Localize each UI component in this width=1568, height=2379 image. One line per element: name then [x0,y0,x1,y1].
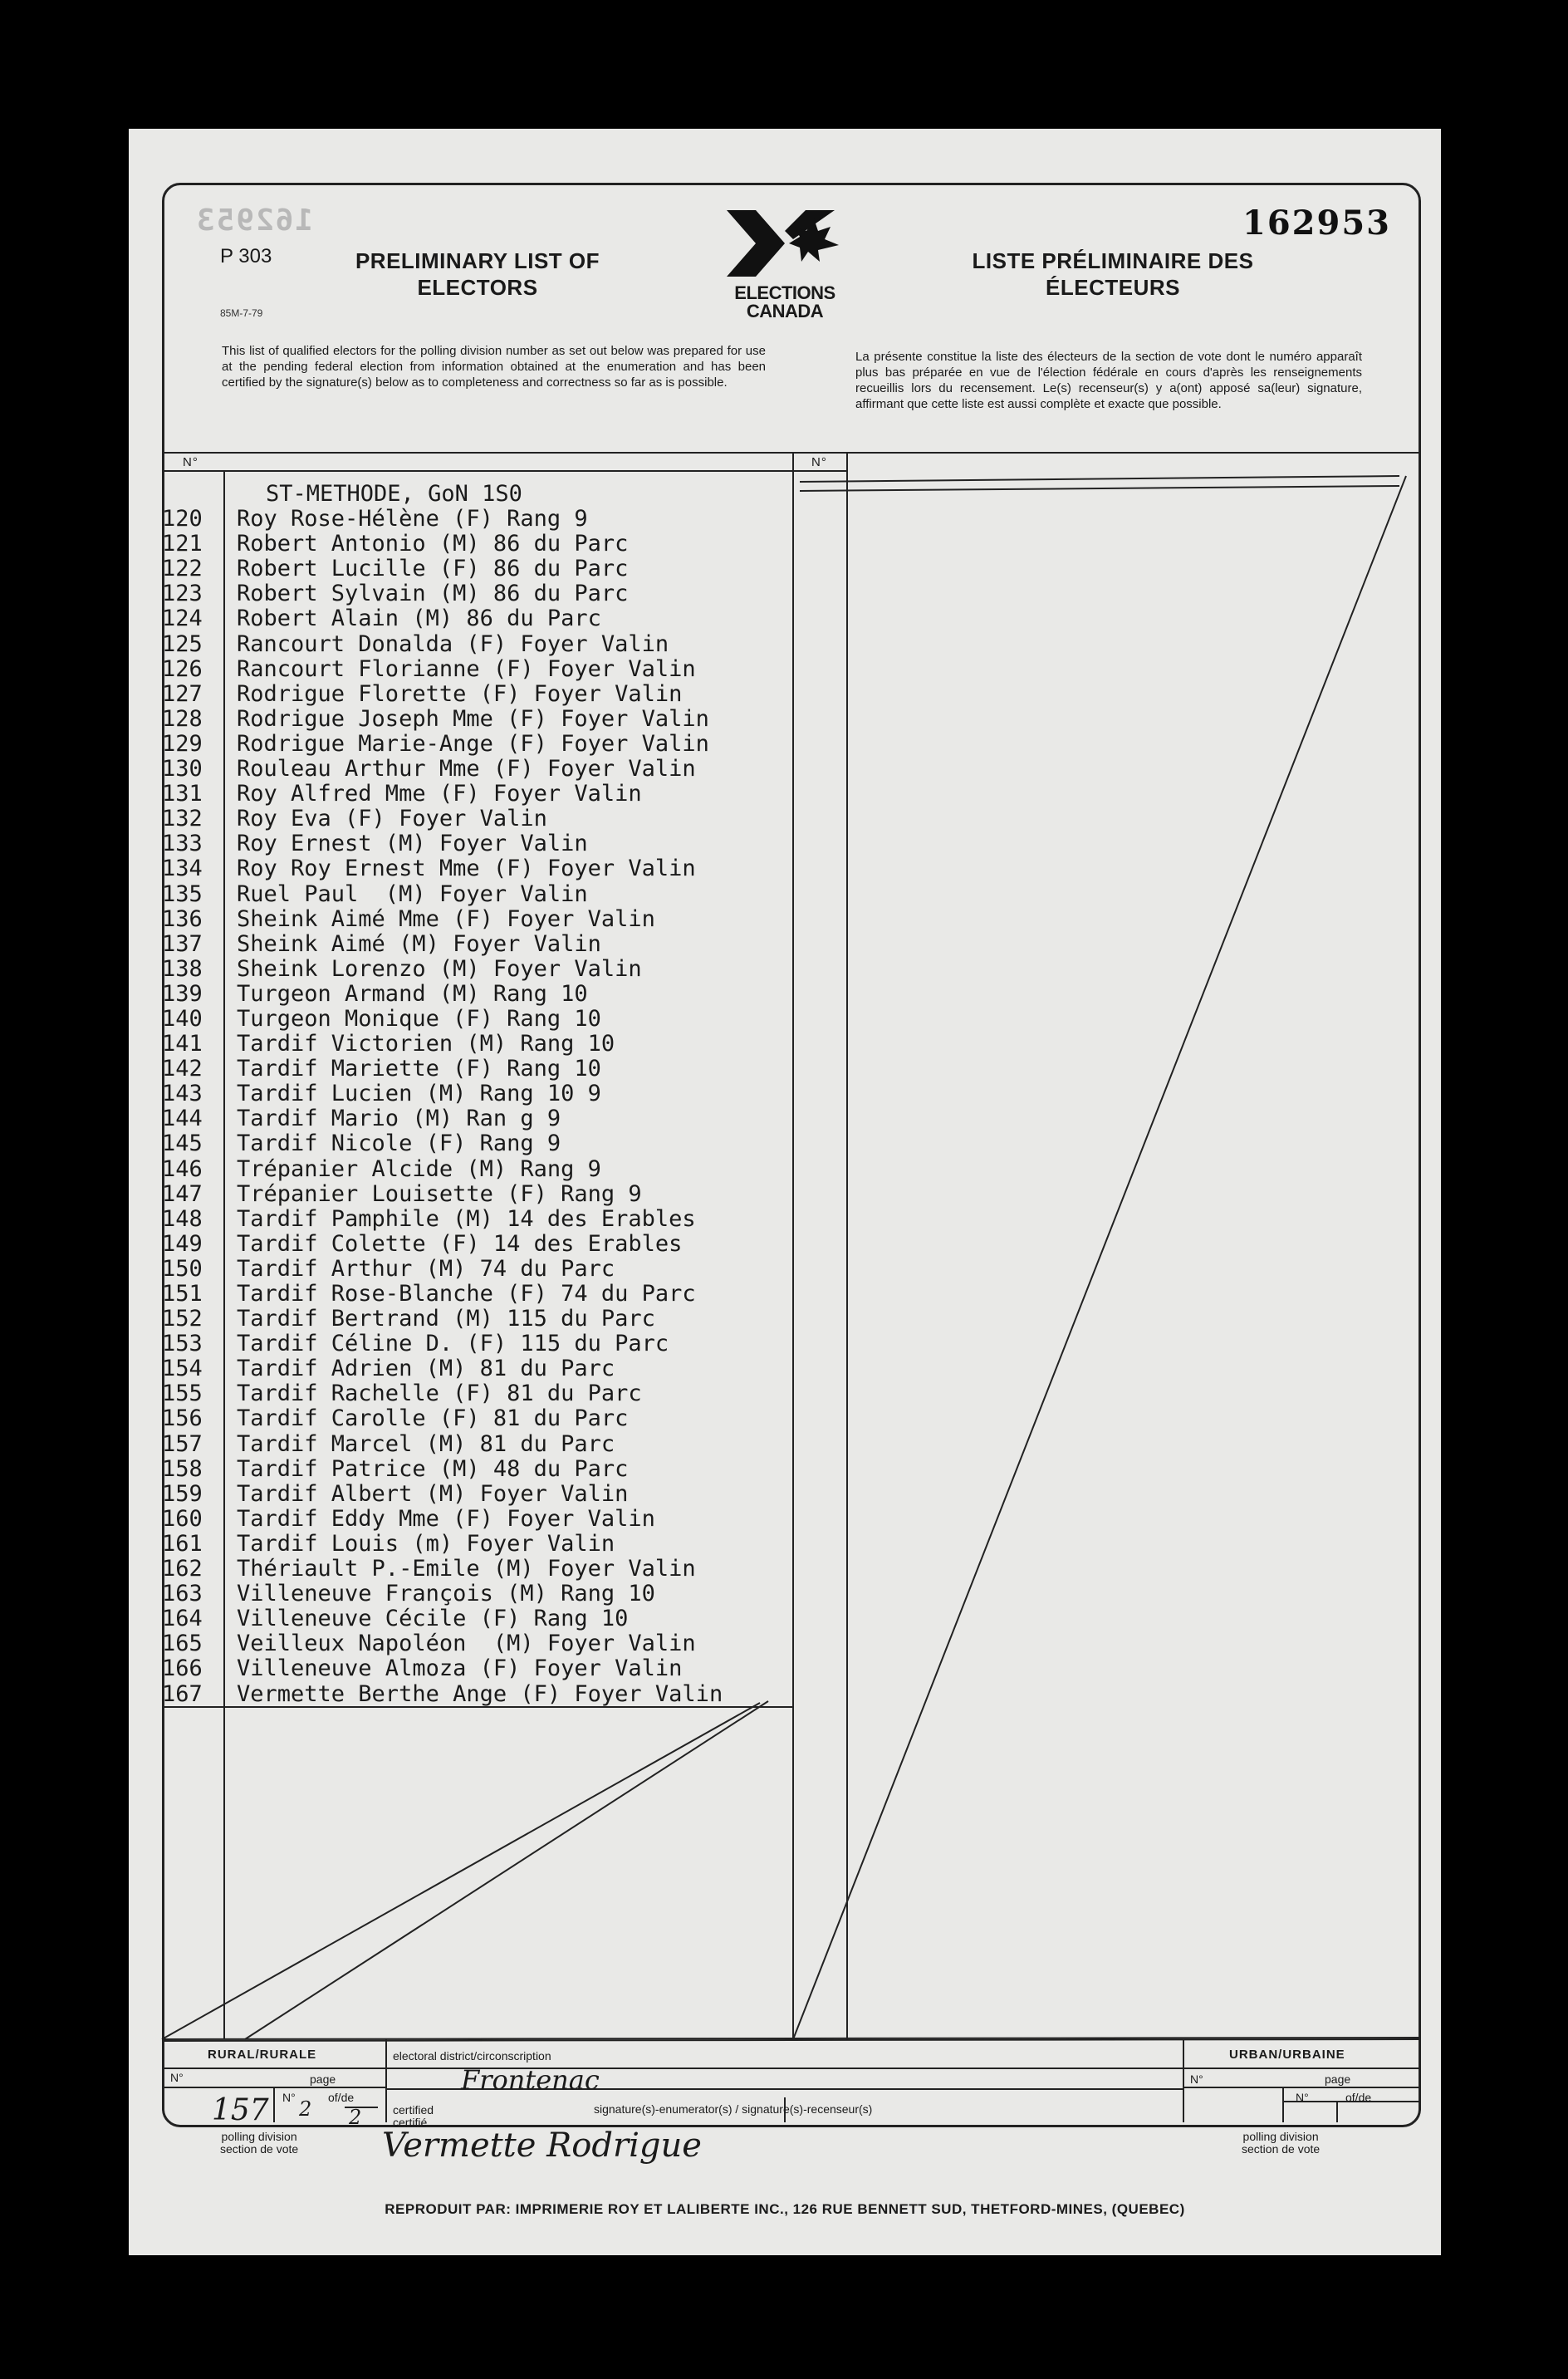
elector-row [162,732,909,757]
elector-entry: Vermette Berthe Ange (F) Foyer Valin [237,1680,723,1707]
rural-polling-division-label: polling division section de vote [220,2130,299,2156]
urban-polling-division-label: polling division section de vote [1242,2130,1321,2156]
elector-number: 139 [162,980,203,1007]
column-header-number-left: N° [183,455,198,469]
signature-label: signature(s)-enumerator(s) / signature(s)-recenseur(s) [594,2102,873,2116]
elector-entry: Tardif Lucien (M) Rang 10 9 [237,1081,601,1107]
elector-row [162,757,909,782]
elector-entry: Robert Sylvain (M) 86 du Parc [237,581,629,607]
rural-page-no-label: N° [282,2091,296,2104]
electoral-district-label: electoral district/circonscription [393,2049,551,2063]
elector-row [162,1557,909,1582]
elector-number: 137 [162,930,203,957]
elector-number: 133 [162,831,203,857]
elector-number: 138 [162,955,203,982]
elector-number: 156 [162,1405,203,1432]
elector-number: 145 [162,1131,203,1157]
elector-entry: Villeneuve Cécile (F) Rang 10 [237,1606,629,1632]
elector-entry: Tardif Colette (F) 14 des Erables [237,1230,683,1257]
serial-number: 162953 [1242,204,1391,243]
elector-number: 126 [162,655,203,682]
elector-number: 131 [162,781,203,807]
elector-entry: Rancourt Florianne (F) Foyer Valin [237,655,696,682]
elector-number: 127 [162,680,203,707]
elector-row [162,1606,909,1631]
elector-entry: Tardif Louis (m) Foyer Valin [237,1530,615,1557]
elector-row [162,1682,909,1707]
elector-number: 154 [162,1356,203,1382]
document-sheet [129,129,1441,2255]
elector-entry: Thériault P.-Emile (M) Foyer Valin [237,1556,696,1582]
elector-entry: Roy Ernest (M) Foyer Valin [237,831,588,857]
elector-number: 151 [162,1281,203,1307]
elector-row [162,1057,909,1082]
elector-entry: Robert Alain (M) 86 du Parc [237,606,601,632]
form-code: 85M-7-79 [220,307,263,319]
elector-number: 164 [162,1606,203,1632]
elector-row [162,932,909,957]
elector-number: 141 [162,1031,203,1057]
elector-row [162,1106,909,1131]
elector-row [162,532,909,557]
form-number: P 303 [220,245,272,267]
elector-number: 162 [162,1556,203,1582]
elector-row [162,606,909,631]
elector-entry: Tardif Bertrand (M) 115 du Parc [237,1306,655,1332]
elector-entry: Roy Alfred Mme (F) Foyer Valin [237,781,642,807]
urban-of-label: of/de [1345,2091,1372,2104]
elector-row [162,1432,909,1457]
elector-entry: Rouleau Arthur Mme (F) Foyer Valin [237,756,696,782]
elector-number: 140 [162,1005,203,1032]
elector-number: 142 [162,1056,203,1082]
elector-row [162,632,909,657]
elector-entry: Tardif Rose-Blanche (F) 74 du Parc [237,1281,696,1307]
elector-row [162,1532,909,1557]
elector-number: 153 [162,1331,203,1357]
page-of-number: 2 [349,2106,362,2129]
logo-text-line1: ELECTIONS [734,282,835,303]
elector-number: 160 [162,1505,203,1532]
elector-row [162,1182,909,1207]
elector-number: 159 [162,1480,203,1507]
elector-entry: Tardif Mariette (F) Rang 10 [237,1056,601,1082]
urban-page-label: page [1325,2072,1351,2086]
elector-row [162,907,909,932]
elector-row [162,1157,909,1182]
elector-row [162,581,909,606]
elector-row [162,557,909,581]
elector-number: 149 [162,1230,203,1257]
column-header-number-right: N° [811,455,827,469]
elector-number: 128 [162,705,203,732]
elector-number: 134 [162,856,203,882]
elector-row [162,1631,909,1656]
elector-number: 120 [162,506,203,532]
elector-row [162,1282,909,1307]
elector-number: 152 [162,1306,203,1332]
elector-entry: Villeneuve Almoza (F) Foyer Valin [237,1655,683,1682]
rural-of-label: of/de [328,2091,355,2104]
elector-number: 158 [162,1455,203,1482]
elector-row [162,957,909,982]
logo-text-line2: CANADA [746,301,824,321]
elector-entry: Tardif Pamphile (M) 14 des Erables [237,1205,696,1232]
elector-entry: Roy Rose-Hélène (F) Rang 9 [237,506,588,532]
elector-number: 124 [162,606,203,632]
elector-entry: Rodrigue Marie-Ange (F) Foyer Valin [237,730,709,757]
elector-entry: Veilleux Napoléon (M) Foyer Valin [237,1631,696,1657]
elector-entry: Sheink Lorenzo (M) Foyer Valin [237,955,642,982]
elector-number: 130 [162,756,203,782]
elector-row [162,882,909,907]
elector-entry: Robert Antonio (M) 86 du Parc [237,531,629,557]
elector-row [162,1656,909,1681]
elector-entry: Sheink Aimé (M) Foyer Valin [237,930,601,957]
elector-entry: Tardif Arthur (M) 74 du Parc [237,1255,615,1282]
elector-entry: Trépanier Alcide (M) Rang 9 [237,1155,601,1182]
polling-place-header: ST-METHODE, GoN 1S0 [266,481,522,507]
elector-entry: Rodrigue Joseph Mme (F) Foyer Valin [237,705,709,732]
elector-number: 129 [162,730,203,757]
elector-entry: Tardif Carolle (F) 81 du Parc [237,1405,629,1432]
elector-row [162,657,909,682]
elector-entry: Roy Eva (F) Foyer Valin [237,806,547,832]
electoral-district-value: Frontenac [461,2064,600,2096]
elector-number: 123 [162,581,203,607]
elector-entry: Sheink Aimé Mme (F) Foyer Valin [237,905,655,932]
elector-row [162,1582,909,1606]
elector-row [162,982,909,1007]
elector-row [162,1032,909,1057]
polling-division-number: 157 [212,2093,269,2127]
elector-entry: Tardif Marcel (M) 81 du Parc [237,1430,615,1457]
elector-number: 150 [162,1255,203,1282]
elector-row [162,1307,909,1332]
enumerator-signature: Vermette Rodrigue [382,2126,702,2165]
elector-number: 157 [162,1430,203,1457]
elector-row [162,1332,909,1356]
elector-row [162,831,909,856]
elector-entry: Tardif Nicole (F) Rang 9 [237,1131,561,1157]
elector-entry: Turgeon Armand (M) Rang 10 [237,980,588,1007]
elector-row [162,1507,909,1532]
elector-row [162,1457,909,1482]
elector-entry: Turgeon Monique (F) Rang 10 [237,1005,601,1032]
elector-entry: Rodrigue Florette (F) Foyer Valin [237,680,683,707]
elector-row [162,1356,909,1381]
elector-row [162,707,909,732]
elector-number: 132 [162,806,203,832]
elector-row [162,1482,909,1507]
elector-row [162,856,909,881]
elector-number: 148 [162,1205,203,1232]
urban-page-no-label: N° [1296,2091,1309,2104]
elector-number: 143 [162,1081,203,1107]
rural-label: RURAL/RURALE [208,2048,317,2062]
elector-number: 144 [162,1106,203,1132]
elector-entry: Ruel Paul (M) Foyer Valin [237,880,588,907]
elector-entries [162,507,909,1707]
elector-number: 146 [162,1155,203,1182]
elector-number: 121 [162,531,203,557]
elector-number: 165 [162,1631,203,1657]
elector-row [162,1082,909,1106]
elector-entry: Roy Roy Ernest Mme (F) Foyer Valin [237,856,696,882]
elector-entry: Tardif Mario (M) Ran g 9 [237,1106,561,1132]
elector-number: 135 [162,880,203,907]
elector-row [162,1257,909,1282]
elector-row [162,682,909,707]
elector-number: 147 [162,1180,203,1207]
elector-number: 155 [162,1381,203,1407]
elector-row [162,807,909,831]
printer-note: REPRODUIT PAR: IMPRIMERIE ROY ET LALIBERTE INC., 126 RUE BENNETT SUD, THETFORD-MINES, (QUEBEC) [385,2201,1185,2217]
urban-no-label: N° [1190,2072,1203,2086]
elector-number: 167 [162,1680,203,1707]
elector-entry: Tardif Céline D. (F) 115 du Parc [237,1331,669,1357]
elector-number: 161 [162,1530,203,1557]
elector-entry: Tardif Adrien (M) 81 du Parc [237,1356,615,1382]
elector-entry: Trépanier Louisette (F) Rang 9 [237,1180,642,1207]
urban-label: URBAN/URBAINE [1229,2048,1345,2062]
elector-entry: Tardif Victorien (M) Rang 10 [237,1031,615,1057]
elector-row [162,782,909,807]
elector-entry: Tardif Eddy Mme (F) Foyer Valin [237,1505,655,1532]
intro-text-english: This list of qualified electors for the polling division number as set out below was prepared for use at the pending federal election from information obtained at the enumeration and has been certified by the signature(s) below as to completeness and correctness so far as is possible. [222,344,766,390]
certified-label: certified certifié [393,2103,434,2129]
elector-row [162,1207,909,1232]
elector-number: 136 [162,905,203,932]
rural-page-label: page [310,2072,336,2086]
elector-entry: Tardif Albert (M) Foyer Valin [237,1480,629,1507]
elector-number: 125 [162,630,203,657]
elector-number: 163 [162,1581,203,1607]
elector-row [162,1381,909,1406]
title-french: LISTE PRÉLIMINAIRE DES ÉLECTEURS [972,248,1254,300]
elector-entry: Tardif Rachelle (F) 81 du Parc [237,1381,642,1407]
elector-row [162,1232,909,1257]
elector-entry: Robert Lucille (F) 86 du Parc [237,556,629,582]
elector-row [162,1007,909,1032]
elector-number: 122 [162,556,203,582]
title-english: PRELIMINARY LIST OF ELECTORS [355,248,600,300]
elector-row [162,1406,909,1431]
page-number: 2 [299,2097,312,2121]
elector-entry: Rancourt Donalda (F) Foyer Valin [237,630,669,657]
intro-text-french: La présente constitue la liste des électeurs de la section de vote dont le numéro apparaît plus bas préparée en vue de l'élection fédérale en cours d'après les renseignements recueillis lors du recensement. Le(s) recenseur(s) y a(ont) apposé sa(leur) signature, affirmant que cette liste est aussi complète et exacte que possible. [855,350,1362,411]
elector-number: 166 [162,1655,203,1682]
ghost-serial-number: 162953 [195,204,314,238]
elector-row [162,507,909,532]
elector-entry: Villeneuve François (M) Rang 10 [237,1581,655,1607]
elector-entry: Tardif Patrice (M) 48 du Parc [237,1455,629,1482]
elector-row [162,1131,909,1156]
elector-list [162,482,909,1707]
rural-no-label: N° [170,2071,184,2084]
